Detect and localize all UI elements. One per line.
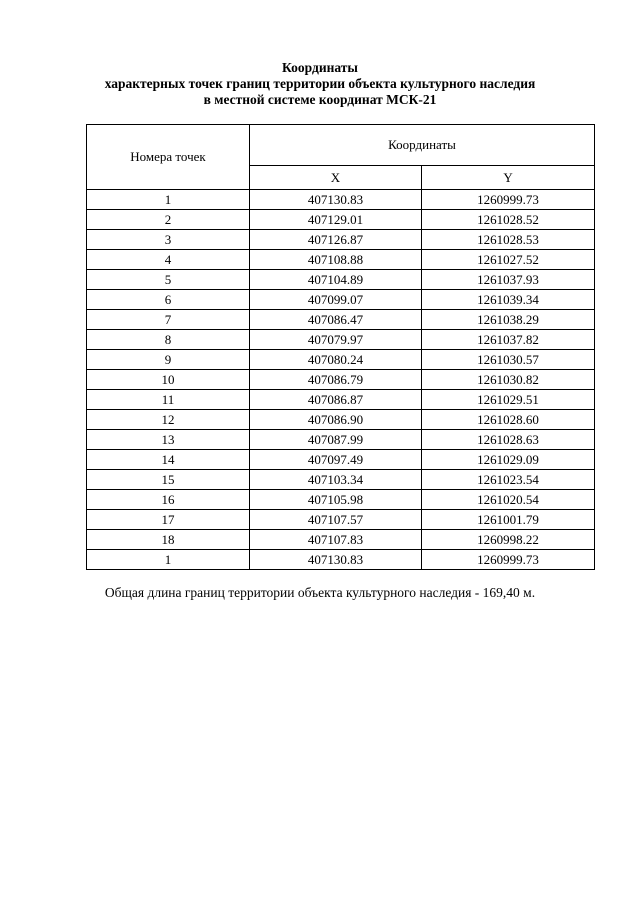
table-row bbox=[87, 310, 595, 330]
title-line-1: Координаты bbox=[282, 60, 358, 75]
point-number-cell: 8 bbox=[87, 330, 250, 350]
table-row bbox=[87, 210, 595, 230]
point-number-cell: 9 bbox=[87, 350, 250, 370]
table-row bbox=[87, 330, 595, 350]
table-row bbox=[87, 290, 595, 310]
table-row bbox=[87, 430, 595, 450]
y-coordinate-cell: 1261020.54 bbox=[422, 490, 595, 510]
x-coordinate-cell: 407087.99 bbox=[250, 430, 422, 450]
x-coordinate-cell: 407099.07 bbox=[250, 290, 422, 310]
x-coordinate-cell: 407130.83 bbox=[250, 550, 422, 570]
y-coordinate-cell: 1261028.52 bbox=[422, 210, 595, 230]
x-coordinate-cell: 407104.89 bbox=[250, 270, 422, 290]
x-coordinate-cell: 407107.83 bbox=[250, 530, 422, 550]
y-coordinate-cell: 1261037.93 bbox=[422, 270, 595, 290]
y-coordinate-cell: 1261038.29 bbox=[422, 310, 595, 330]
y-coordinate-cell: 1261023.54 bbox=[422, 470, 595, 490]
point-number-cell: 6 bbox=[87, 290, 250, 310]
y-coordinate-cell: 1261030.57 bbox=[422, 350, 595, 370]
point-number-cell: 12 bbox=[87, 410, 250, 430]
point-number-cell: 10 bbox=[87, 370, 250, 390]
table-row bbox=[87, 270, 595, 290]
point-number-cell: 7 bbox=[87, 310, 250, 330]
x-coordinate-cell: 407079.97 bbox=[250, 330, 422, 350]
x-coordinate-cell: 407129.01 bbox=[250, 210, 422, 230]
point-number-cell: 11 bbox=[87, 390, 250, 410]
x-coordinate-cell: 407086.47 bbox=[250, 310, 422, 330]
title-line-3: в местной системе координат МСК-21 bbox=[203, 92, 437, 107]
y-coordinate-cell: 1261029.51 bbox=[422, 390, 595, 410]
y-coordinate-cell: 1261029.09 bbox=[422, 450, 595, 470]
x-coordinate-cell: 407097.49 bbox=[250, 450, 422, 470]
x-coordinate-cell: 407130.83 bbox=[250, 190, 422, 210]
point-number-cell: 18 bbox=[87, 530, 250, 550]
table-row bbox=[87, 470, 595, 490]
x-coordinate-cell: 407086.87 bbox=[250, 390, 422, 410]
point-number-cell: 3 bbox=[87, 230, 250, 250]
header-point-numbers: Номера точек bbox=[87, 125, 250, 190]
table-row bbox=[87, 350, 595, 370]
table-row bbox=[87, 510, 595, 530]
point-number-cell: 17 bbox=[87, 510, 250, 530]
table-row bbox=[87, 230, 595, 250]
point-number-cell: 16 bbox=[87, 490, 250, 510]
y-coordinate-cell: 1261039.34 bbox=[422, 290, 595, 310]
table-row bbox=[87, 390, 595, 410]
y-coordinate-cell: 1260999.73 bbox=[422, 190, 595, 210]
x-coordinate-cell: 407086.90 bbox=[250, 410, 422, 430]
point-number-cell: 1 bbox=[87, 190, 250, 210]
header-coordinates: Координаты bbox=[250, 125, 595, 166]
document-title bbox=[0, 60, 640, 108]
table-row bbox=[87, 190, 595, 210]
y-coordinate-cell: 1260999.73 bbox=[422, 550, 595, 570]
y-coordinate-cell: 1261028.53 bbox=[422, 230, 595, 250]
x-coordinate-cell: 407126.87 bbox=[250, 230, 422, 250]
header-y: Y bbox=[422, 166, 595, 190]
coordinates-table bbox=[86, 124, 595, 570]
table-body bbox=[87, 190, 595, 570]
table-row bbox=[87, 550, 595, 570]
table-row bbox=[87, 370, 595, 390]
y-coordinate-cell: 1261028.60 bbox=[422, 410, 595, 430]
x-coordinate-cell: 407108.88 bbox=[250, 250, 422, 270]
title-line-2: характерных точек границ территории объекта культурного наследия bbox=[104, 76, 536, 91]
x-coordinate-cell: 407080.24 bbox=[250, 350, 422, 370]
total-length-note: Общая длина границ территории объекта культурного наследия - 169,40 м. bbox=[104, 585, 536, 600]
y-coordinate-cell: 1261027.52 bbox=[422, 250, 595, 270]
table-row bbox=[87, 490, 595, 510]
table-row bbox=[87, 530, 595, 550]
table-row bbox=[87, 250, 595, 270]
header-x: X bbox=[250, 166, 422, 190]
point-number-cell: 15 bbox=[87, 470, 250, 490]
y-coordinate-cell: 1260998.22 bbox=[422, 530, 595, 550]
point-number-cell: 5 bbox=[87, 270, 250, 290]
point-number-cell: 1 bbox=[87, 550, 250, 570]
x-coordinate-cell: 407107.57 bbox=[250, 510, 422, 530]
y-coordinate-cell: 1261001.79 bbox=[422, 510, 595, 530]
y-coordinate-cell: 1261037.82 bbox=[422, 330, 595, 350]
table-row bbox=[87, 410, 595, 430]
point-number-cell: 13 bbox=[87, 430, 250, 450]
point-number-cell: 4 bbox=[87, 250, 250, 270]
table-row bbox=[87, 450, 595, 470]
point-number-cell: 14 bbox=[87, 450, 250, 470]
x-coordinate-cell: 407086.79 bbox=[250, 370, 422, 390]
y-coordinate-cell: 1261028.63 bbox=[422, 430, 595, 450]
y-coordinate-cell: 1261030.82 bbox=[422, 370, 595, 390]
x-coordinate-cell: 407103.34 bbox=[250, 470, 422, 490]
x-coordinate-cell: 407105.98 bbox=[250, 490, 422, 510]
point-number-cell: 2 bbox=[87, 210, 250, 230]
